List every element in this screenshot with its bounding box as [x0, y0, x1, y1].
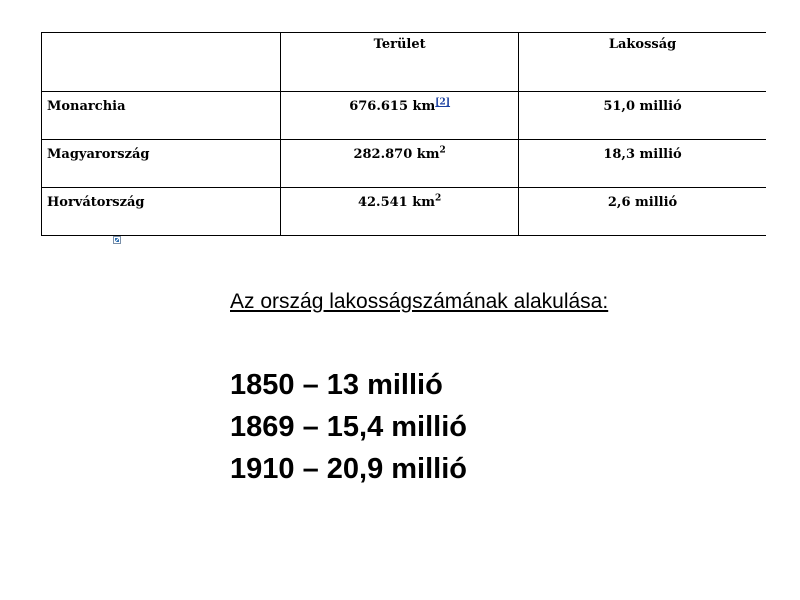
row-population: 18,3 millió [519, 140, 766, 188]
row-population: 2,6 millió [519, 188, 766, 236]
footnote-link[interactable]: [2] [435, 97, 451, 108]
area-unit-superscript: 2 [435, 193, 442, 204]
list-item: 1869 – 15,4 millió [230, 411, 467, 443]
header-area: Terület [281, 33, 519, 92]
population-list [230, 364, 467, 490]
area-value: 42.541 km [357, 195, 436, 210]
area-population-table [41, 32, 766, 236]
table-row [42, 140, 767, 188]
population-heading: Az ország lakosságszámának alakulása: [230, 290, 609, 313]
table-row [42, 188, 767, 236]
row-area [281, 92, 519, 140]
header-population: Lakosság [519, 33, 766, 92]
row-population: 51,0 millió [519, 92, 766, 140]
row-area [281, 188, 519, 236]
row-name: Magyarország [42, 140, 281, 188]
area-unit-superscript: 2 [439, 145, 446, 156]
list-item: 1850 – 13 millió [230, 369, 443, 401]
area-value: 282.870 km [353, 147, 440, 162]
header-empty-cell [42, 33, 281, 92]
area-value: 676.615 km [349, 99, 436, 114]
row-name: Horvátország [42, 188, 281, 236]
broken-image-icon [113, 236, 121, 244]
list-item: 1910 – 20,9 millió [230, 453, 467, 485]
table-row [42, 92, 767, 140]
table-header-row [42, 33, 767, 92]
row-area [281, 140, 519, 188]
row-name: Monarchia [42, 92, 281, 140]
